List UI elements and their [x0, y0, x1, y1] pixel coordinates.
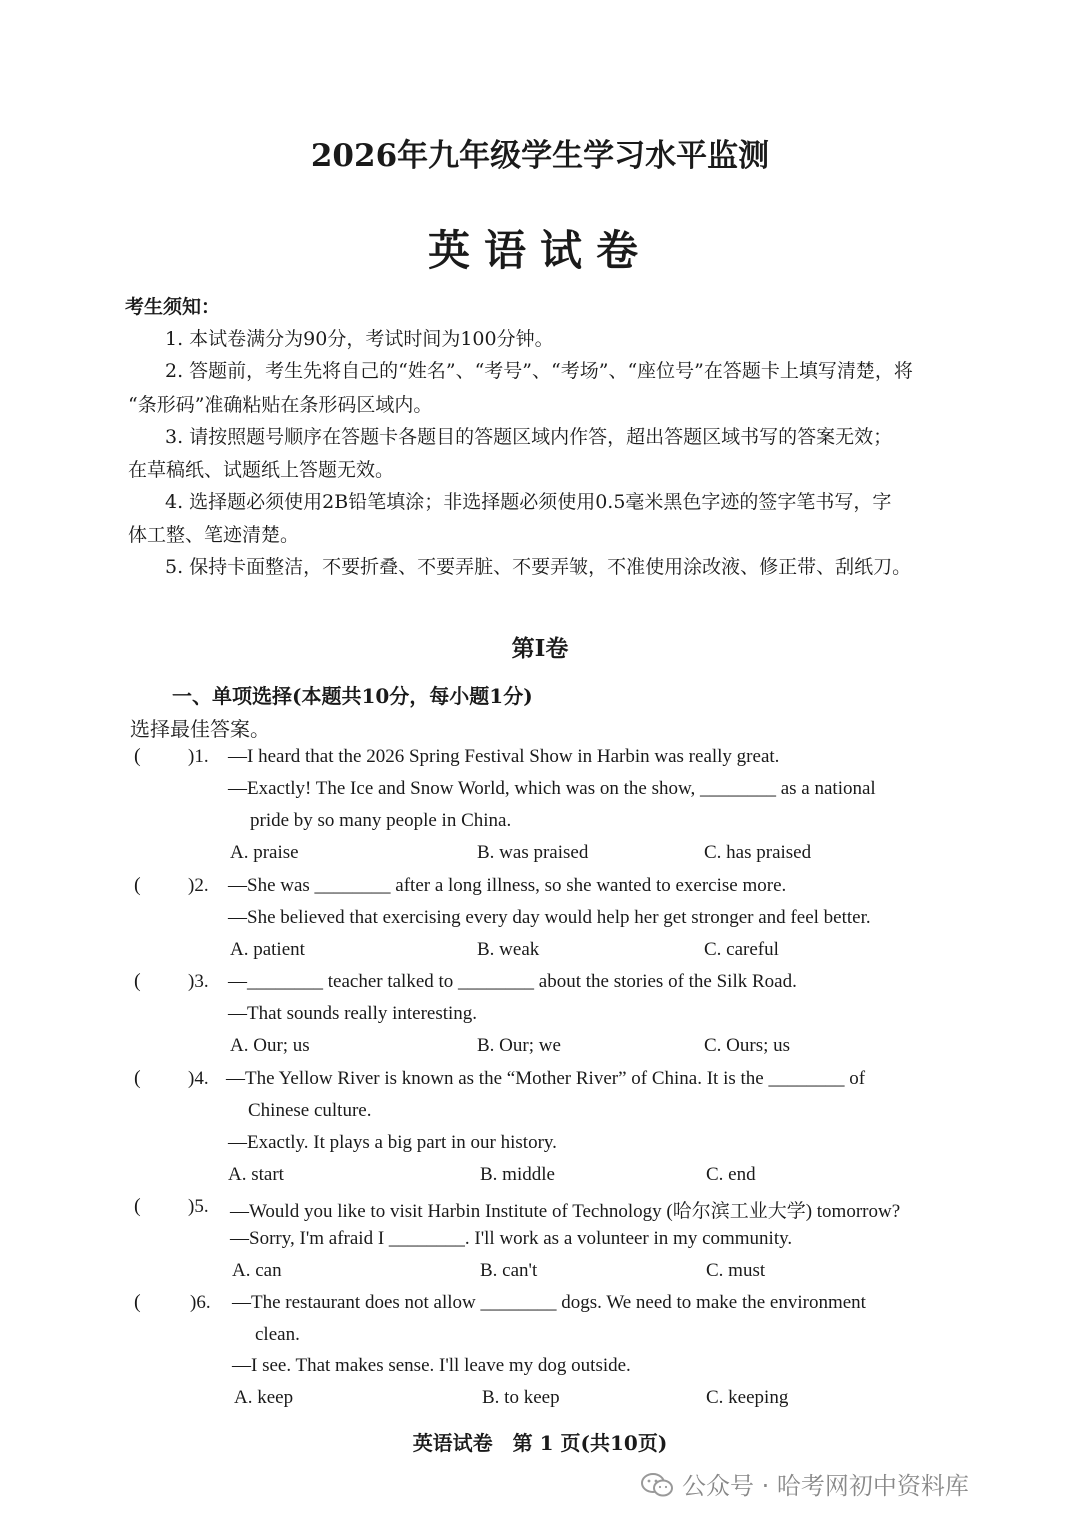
answer-paren: ( [134, 1195, 141, 1217]
question-line: Chinese culture. [248, 1100, 372, 1121]
option-c: C. careful [704, 939, 779, 960]
option-a: A. Our; us [230, 1035, 310, 1056]
notice-line: 5. 保持卡面整洁，不要折叠、不要弄脏、不要弄皱，不准使用涂改液、修正带、刮纸刀。 [165, 556, 912, 578]
option-b: B. Our; we [477, 1035, 561, 1056]
option-a: A. praise [230, 842, 299, 863]
option-b: B. weak [477, 939, 540, 960]
option-a: A. patient [230, 939, 305, 960]
notice-heading: 考生须知： [125, 296, 221, 318]
notice-line: 3. 请按照题号顺序在答题卡各题目的答题区域内作答，超出答题区域书写的答案无效； [165, 426, 893, 448]
question-number: )3. [188, 971, 209, 992]
question-number: )1. [188, 746, 209, 767]
answer-paren: ( [134, 874, 141, 896]
question-line: —The Yellow River is known as the “Mother River” of China. It is the ________ of [226, 1068, 866, 1089]
page-footer: 英语试卷 第 1 页(共10页) [412, 1431, 668, 1455]
notice-line: 2. 答题前，考生先将自己的“姓名”、“考号”、“考场”、“座位号”在答题卡上填写清楚，将 [165, 360, 913, 382]
question-line: —That sounds really interesting. [228, 1003, 478, 1024]
option-c: C. must [706, 1260, 766, 1281]
answer-paren: ( [134, 1067, 141, 1089]
section-title: 第Ⅰ卷 [511, 635, 569, 662]
page-title: 2026年九年级学生学习水平监测 [310, 138, 770, 174]
option-b: B. middle [480, 1164, 555, 1185]
option-a: A. start [228, 1164, 284, 1185]
notice-line: “条形码”准确粘贴在条形码区域内。 [128, 394, 433, 416]
option-a: A. can [232, 1260, 282, 1281]
wechat-icon [640, 1472, 674, 1498]
question-number: )2. [188, 875, 209, 896]
notice-line: 体工整、笔迹清楚。 [128, 524, 300, 546]
option-b: B. was praised [477, 842, 589, 863]
answer-paren: ( [134, 745, 141, 767]
option-c: C. keeping [706, 1387, 789, 1408]
part-heading: 一、单项选择(本题共10分，每小题1分) [172, 684, 533, 708]
question-line: —The restaurant does not allow ________ dogs. We need to make the environment [232, 1292, 866, 1313]
question-line: —I see. That makes sense. I'll leave my dog outside. [232, 1355, 631, 1376]
answer-paren: ( [134, 970, 141, 992]
notice-line: 4. 选择题必须使用2B铅笔填涂；非选择题必须使用0.5毫米黑色字迹的签字笔书写，字 [165, 491, 892, 513]
question-line: —She believed that exercising every day would help her get stronger and feel better. [228, 907, 871, 928]
question-line: —I heard that the 2026 Spring Festival Show in Harbin was really great. [228, 746, 780, 767]
option-c: C. has praised [704, 842, 812, 863]
question-line: pride by so many people in China. [250, 810, 512, 831]
option-c: C. end [706, 1164, 756, 1185]
question-line: —Exactly! The Ice and Snow World, which was on the show, ________ as a national [228, 778, 876, 799]
question-line: —Would you like to visit Harbin Institute of Technology (哈尔滨工业大学) tomorrow? [230, 1201, 901, 1222]
question-number: )5. [188, 1196, 209, 1217]
part-instruction: 选择最佳答案。 [130, 717, 270, 741]
question-number: )6. [190, 1292, 211, 1313]
option-a: A. keep [234, 1387, 294, 1408]
option-c: C. Ours; us [704, 1035, 791, 1056]
question-line: —________ teacher talked to ________ about the stories of the Silk Road. [228, 971, 797, 992]
option-b: B. to keep [482, 1387, 560, 1408]
notice-line: 1. 本试卷满分为90分，考试时间为100分钟。 [165, 328, 554, 350]
watermark-text: 公众号 · 哈考网初中资料库 [682, 1472, 969, 1500]
question-number: )4. [188, 1068, 209, 1089]
question-line: —She was ________ after a long illness, so she wanted to exercise more. [228, 875, 787, 896]
answer-paren: ( [134, 1291, 141, 1313]
question-line: —Exactly. It plays a big part in our history. [228, 1132, 557, 1153]
question-line: —Sorry, I'm afraid I ________. I'll work as a volunteer in my community. [230, 1228, 793, 1249]
option-b: B. can't [480, 1260, 538, 1281]
exam-subject: 英语试卷 [427, 226, 652, 275]
question-line: clean. [255, 1324, 300, 1345]
notice-line: 在草稿纸、试题纸上答题无效。 [128, 459, 395, 481]
